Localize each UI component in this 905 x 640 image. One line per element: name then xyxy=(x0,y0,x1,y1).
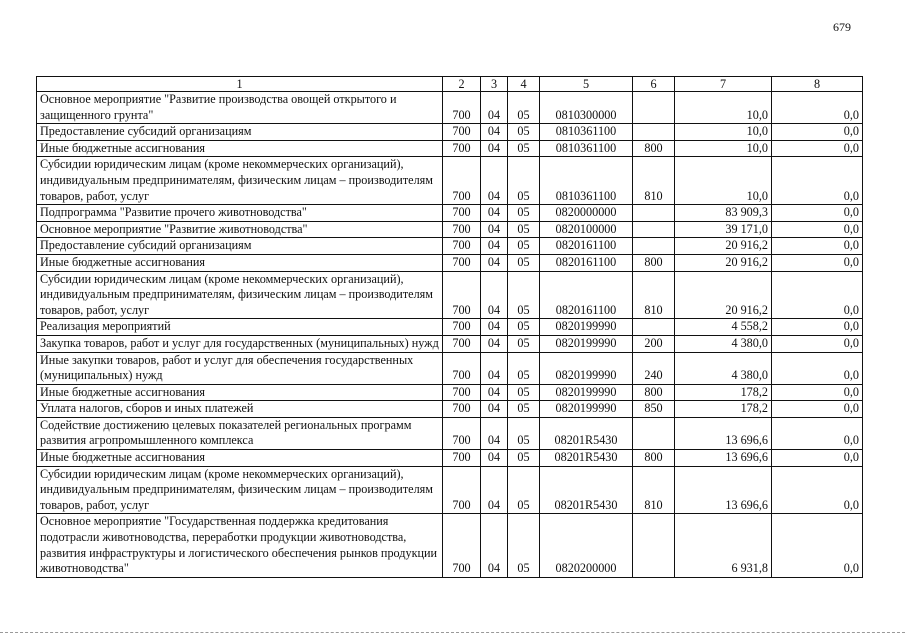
row-expense-type-code xyxy=(633,514,675,577)
row-amount: 4 558,2 xyxy=(675,319,772,336)
row-subsection-code: 05 xyxy=(508,271,540,319)
row-amount: 6 931,8 xyxy=(675,514,772,577)
row-ministry-code: 700 xyxy=(443,92,481,124)
row-ministry-code: 700 xyxy=(443,401,481,418)
row-expense-type-code: 800 xyxy=(633,450,675,467)
row-ministry-code: 700 xyxy=(443,352,481,384)
row-section-code: 04 xyxy=(481,92,508,124)
row-subsection-code: 05 xyxy=(508,466,540,514)
row-expense-type-code: 240 xyxy=(633,352,675,384)
row-ministry-code: 700 xyxy=(443,238,481,255)
row-expense-type-code xyxy=(633,92,675,124)
row-name: Иные бюджетные ассигнования xyxy=(37,254,443,271)
row-expense-type-code: 800 xyxy=(633,140,675,157)
table-row xyxy=(37,466,863,514)
table-row xyxy=(37,450,863,467)
row-subsection-code: 05 xyxy=(508,450,540,467)
row-target-article-code: 0820161100 xyxy=(540,271,633,319)
row-ministry-code: 700 xyxy=(443,417,481,449)
row-ministry-code: 700 xyxy=(443,450,481,467)
row-ministry-code: 700 xyxy=(443,384,481,401)
row-ministry-code: 700 xyxy=(443,319,481,336)
row-expense-type-code: 800 xyxy=(633,384,675,401)
row-section-code: 04 xyxy=(481,271,508,319)
row-amount-second: 0,0 xyxy=(772,319,863,336)
row-expense-type-code: 200 xyxy=(633,335,675,352)
row-expense-type-code: 800 xyxy=(633,254,675,271)
row-expense-type-code xyxy=(633,205,675,222)
page-bottom-edge xyxy=(0,632,905,634)
column-header: 5 xyxy=(540,77,633,92)
row-amount-second: 0,0 xyxy=(772,466,863,514)
row-expense-type-code xyxy=(633,221,675,238)
row-target-article-code: 0820199990 xyxy=(540,335,633,352)
row-subsection-code: 05 xyxy=(508,221,540,238)
row-amount-second: 0,0 xyxy=(772,271,863,319)
row-subsection-code: 05 xyxy=(508,352,540,384)
row-subsection-code: 05 xyxy=(508,124,540,141)
row-section-code: 04 xyxy=(481,319,508,336)
row-amount-second: 0,0 xyxy=(772,401,863,418)
row-amount-second: 0,0 xyxy=(772,384,863,401)
row-target-article-code: 0820199990 xyxy=(540,401,633,418)
table-row xyxy=(37,140,863,157)
row-amount: 4 380,0 xyxy=(675,352,772,384)
row-name: Иные закупки товаров, работ и услуг для обеспечения государственных (муниципальных) нужд xyxy=(37,352,443,384)
row-ministry-code: 700 xyxy=(443,254,481,271)
row-amount-second: 0,0 xyxy=(772,514,863,577)
row-expense-type-code xyxy=(633,417,675,449)
row-amount-second: 0,0 xyxy=(772,450,863,467)
row-amount: 20 916,2 xyxy=(675,238,772,255)
row-section-code: 04 xyxy=(481,450,508,467)
row-name: Субсидии юридическим лицам (кроме некоммерческих организаций), индивидуальным предпринимателям, физическим лицам – производителям товаров, работ, услуг xyxy=(37,157,443,205)
column-header: 4 xyxy=(508,77,540,92)
row-target-article-code: 0820000000 xyxy=(540,205,633,222)
row-name: Подпрограмма "Развитие прочего животноводства" xyxy=(37,205,443,222)
row-ministry-code: 700 xyxy=(443,124,481,141)
table-row xyxy=(37,384,863,401)
row-subsection-code: 05 xyxy=(508,319,540,336)
row-name: Предоставление субсидий организациям xyxy=(37,124,443,141)
row-section-code: 04 xyxy=(481,140,508,157)
row-subsection-code: 05 xyxy=(508,401,540,418)
row-section-code: 04 xyxy=(481,514,508,577)
row-amount: 39 171,0 xyxy=(675,221,772,238)
row-ministry-code: 700 xyxy=(443,271,481,319)
row-section-code: 04 xyxy=(481,335,508,352)
table-row xyxy=(37,417,863,449)
column-header: 6 xyxy=(633,77,675,92)
row-amount-second: 0,0 xyxy=(772,221,863,238)
row-amount-second: 0,0 xyxy=(772,417,863,449)
row-amount-second: 0,0 xyxy=(772,140,863,157)
column-header: 3 xyxy=(481,77,508,92)
row-amount: 10,0 xyxy=(675,140,772,157)
column-header: 1 xyxy=(37,77,443,92)
row-target-article-code: 08201R5430 xyxy=(540,417,633,449)
table-row xyxy=(37,238,863,255)
row-amount-second: 0,0 xyxy=(772,157,863,205)
row-amount-second: 0,0 xyxy=(772,352,863,384)
row-section-code: 04 xyxy=(481,466,508,514)
row-ministry-code: 700 xyxy=(443,205,481,222)
row-section-code: 04 xyxy=(481,221,508,238)
row-target-article-code: 0820161100 xyxy=(540,254,633,271)
row-amount: 178,2 xyxy=(675,384,772,401)
row-ministry-code: 700 xyxy=(443,466,481,514)
table-row xyxy=(37,352,863,384)
row-ministry-code: 700 xyxy=(443,140,481,157)
row-name: Основное мероприятие "Развитие животноводства" xyxy=(37,221,443,238)
table-row xyxy=(37,271,863,319)
row-section-code: 04 xyxy=(481,254,508,271)
row-name: Иные бюджетные ассигнования xyxy=(37,450,443,467)
row-amount-second: 0,0 xyxy=(772,238,863,255)
row-amount: 10,0 xyxy=(675,157,772,205)
table-row xyxy=(37,205,863,222)
table-row xyxy=(37,221,863,238)
row-expense-type-code xyxy=(633,124,675,141)
row-amount: 10,0 xyxy=(675,124,772,141)
table-row xyxy=(37,319,863,336)
row-section-code: 04 xyxy=(481,157,508,205)
row-amount-second: 0,0 xyxy=(772,335,863,352)
row-ministry-code: 700 xyxy=(443,221,481,238)
table-row xyxy=(37,254,863,271)
row-target-article-code: 0820199990 xyxy=(540,352,633,384)
row-amount: 83 909,3 xyxy=(675,205,772,222)
row-ministry-code: 700 xyxy=(443,335,481,352)
row-expense-type-code xyxy=(633,238,675,255)
table-row xyxy=(37,124,863,141)
table-row xyxy=(37,401,863,418)
row-amount: 13 696,6 xyxy=(675,417,772,449)
row-section-code: 04 xyxy=(481,238,508,255)
row-subsection-code: 05 xyxy=(508,205,540,222)
row-name: Основное мероприятие "Развитие производства овощей открытого и защищенного грунта" xyxy=(37,92,443,124)
row-amount-second: 0,0 xyxy=(772,124,863,141)
row-name: Закупка товаров, работ и услуг для государственных (муниципальных) нужд xyxy=(37,335,443,352)
row-target-article-code: 0810361100 xyxy=(540,140,633,157)
row-subsection-code: 05 xyxy=(508,254,540,271)
row-expense-type-code: 810 xyxy=(633,271,675,319)
row-name: Уплата налогов, сборов и иных платежей xyxy=(37,401,443,418)
column-header: 8 xyxy=(772,77,863,92)
table-row xyxy=(37,335,863,352)
row-amount: 4 380,0 xyxy=(675,335,772,352)
row-target-article-code: 0820161100 xyxy=(540,238,633,255)
table-row xyxy=(37,92,863,124)
row-expense-type-code: 850 xyxy=(633,401,675,418)
row-expense-type-code: 810 xyxy=(633,157,675,205)
column-header: 2 xyxy=(443,77,481,92)
row-subsection-code: 05 xyxy=(508,238,540,255)
row-section-code: 04 xyxy=(481,417,508,449)
row-subsection-code: 05 xyxy=(508,140,540,157)
row-amount-second: 0,0 xyxy=(772,254,863,271)
row-target-article-code: 0820199990 xyxy=(540,384,633,401)
table-row xyxy=(37,514,863,577)
row-target-article-code: 08201R5430 xyxy=(540,450,633,467)
row-name: Основное мероприятие "Государственная поддержка кредитования подотрасли животноводства, переработки продукции животноводства, развития инфраструктуры и логистического обеспечения рынков продукции животноводства" xyxy=(37,514,443,577)
row-amount: 10,0 xyxy=(675,92,772,124)
row-name: Иные бюджетные ассигнования xyxy=(37,140,443,157)
row-name: Предоставление субсидий организациям xyxy=(37,238,443,255)
row-section-code: 04 xyxy=(481,124,508,141)
budget-table xyxy=(36,76,863,578)
row-target-article-code: 0810361100 xyxy=(540,124,633,141)
column-header: 7 xyxy=(675,77,772,92)
row-amount-second: 0,0 xyxy=(772,92,863,124)
row-target-article-code: 0820100000 xyxy=(540,221,633,238)
row-expense-type-code xyxy=(633,319,675,336)
row-amount-second: 0,0 xyxy=(772,205,863,222)
row-amount: 20 916,2 xyxy=(675,254,772,271)
row-ministry-code: 700 xyxy=(443,157,481,205)
row-name: Субсидии юридическим лицам (кроме некоммерческих организаций), индивидуальным предпринимателям, физическим лицам – производителям товаров, работ, услуг xyxy=(37,466,443,514)
row-subsection-code: 05 xyxy=(508,514,540,577)
row-amount: 178,2 xyxy=(675,401,772,418)
row-section-code: 04 xyxy=(481,205,508,222)
row-name: Иные бюджетные ассигнования xyxy=(37,384,443,401)
row-amount: 20 916,2 xyxy=(675,271,772,319)
row-target-article-code: 0810300000 xyxy=(540,92,633,124)
page-number: 679 xyxy=(833,20,851,34)
row-target-article-code: 0820200000 xyxy=(540,514,633,577)
row-section-code: 04 xyxy=(481,384,508,401)
row-name: Содействие достижению целевых показателей региональных программ развития агропромышленного комплекса xyxy=(37,417,443,449)
row-name: Реализация мероприятий xyxy=(37,319,443,336)
row-amount: 13 696,6 xyxy=(675,450,772,467)
header-row xyxy=(37,77,863,92)
row-subsection-code: 05 xyxy=(508,92,540,124)
row-amount: 13 696,6 xyxy=(675,466,772,514)
row-target-article-code: 08201R5430 xyxy=(540,466,633,514)
row-subsection-code: 05 xyxy=(508,335,540,352)
row-section-code: 04 xyxy=(481,352,508,384)
row-subsection-code: 05 xyxy=(508,157,540,205)
row-ministry-code: 700 xyxy=(443,514,481,577)
row-subsection-code: 05 xyxy=(508,417,540,449)
row-subsection-code: 05 xyxy=(508,384,540,401)
row-target-article-code: 0810361100 xyxy=(540,157,633,205)
row-expense-type-code: 810 xyxy=(633,466,675,514)
row-name: Субсидии юридическим лицам (кроме некоммерческих организаций), индивидуальным предпринимателям, физическим лицам – производителям товаров, работ, услуг xyxy=(37,271,443,319)
row-section-code: 04 xyxy=(481,401,508,418)
table-row xyxy=(37,157,863,205)
row-target-article-code: 0820199990 xyxy=(540,319,633,336)
